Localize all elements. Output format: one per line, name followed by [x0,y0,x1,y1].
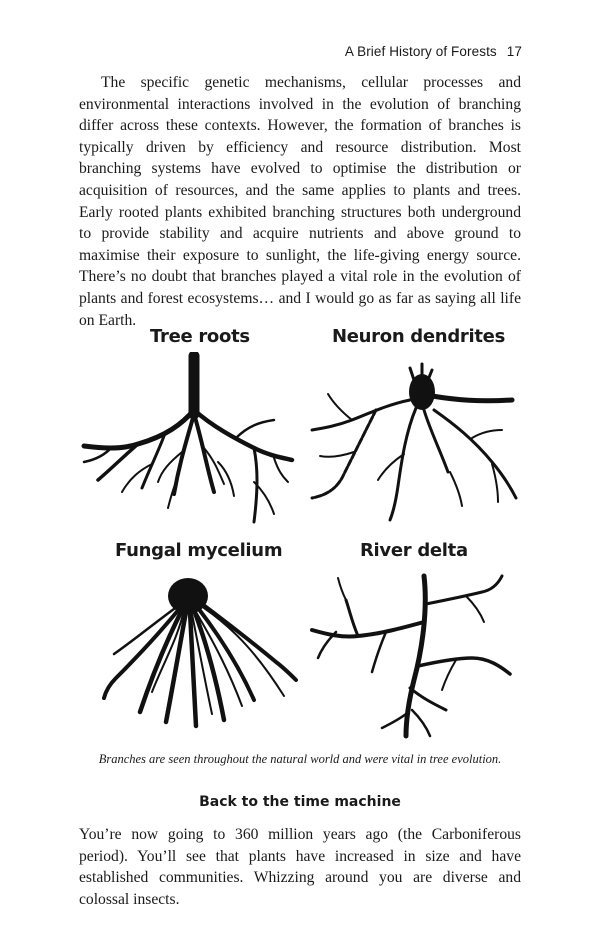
body-paragraph: You’re now going to 360 million years ago (the Carboniferous period). You’ll see that plants have increased in size and have established communities. Whizzing around you are diverse and colossal insects. [79,826,521,908]
figure-caption: Branches are seen throughout the natural world and were vital in tree evolution. [98,752,502,766]
figure-label-tree-roots: Tree roots [150,326,250,347]
body-paragraph: The specific genetic mechanisms, cellular processes and environmental interactions involved in the evolution of branching differ across these contexts. However, the formation of branches is typically driven by efficiency and resource distribution. Most branching systems have evolved to optimise the distribution or acquisition of resources, and the same applies to plants and trees. Early rooted plants exhibited branching structures both underground to provide stability and acquire nutrients and above ground to maximise their exposure to sunlight, the life-giving energy source. There’s no doubt that branches played a vital role in the evolution of plants and forest ecosystems… and I would go as far as saying all life on Earth. [79,74,521,329]
running-head-title: A Brief History of Forests [344,44,497,59]
page-number: 17 [506,44,522,59]
neuron-dendrites-illustration [306,360,528,530]
tree-roots-illustration [78,352,300,536]
figure-label-neuron-dendrites: Neuron dendrites [332,326,505,347]
figure-label-river-delta: River delta [360,540,468,561]
fungal-mycelium-illustration [100,574,300,732]
section-heading: Back to the time machine [199,794,401,810]
figure-label-fungal-mycelium: Fungal mycelium [115,540,283,561]
river-delta-illustration [306,570,528,740]
running-head [345,44,522,59]
